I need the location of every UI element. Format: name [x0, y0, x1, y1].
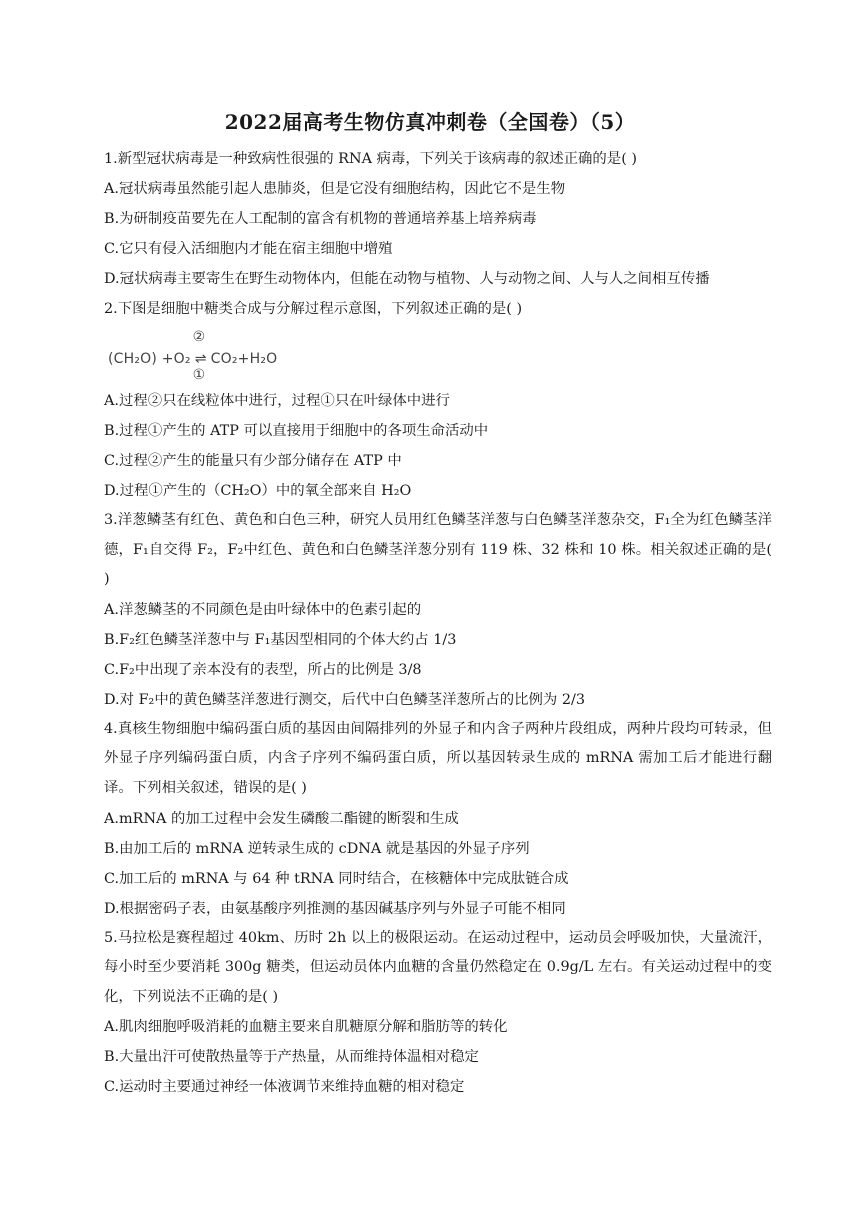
question-3-option-b: B.F₂红色鳞茎洋葱中与 F₁基因型相同的个体大约占 1/3	[104, 631, 457, 648]
question-1-option-a: A.冠状病毒虽然能引起人患肺炎，但是它没有细胞结构，因此它不是生物	[104, 181, 566, 197]
question-5-option-a: A.肌肉细胞呼吸消耗的血糖主要来自肌糖原分解和脂肪等的转化	[104, 1019, 508, 1036]
question-1-option-c: C.它只有侵入活细胞内才能在宿主细胞中增殖	[104, 241, 393, 257]
question-4-option-d: D.根据密码子表，由氨基酸序列推测的基因碱基序列与外显子可能不相同	[104, 900, 566, 917]
question-3-option-a: A.洋葱鳞茎的不同颜色是由叶绿体中的色素引起的	[104, 601, 422, 618]
question-4-stem: 4.真核生物细胞中编码蛋白质的基因由间隔排列的外显子和内含子两种片段组成，两种片段均可转录，但外显子序列编码蛋白质，内含子序列不编码蛋白质，所以基因转录生成的 mRNA 需加工后才能进行翻译。下列相关叙述，错误的是( )	[104, 720, 772, 796]
equation-reactants: (CH₂O) +O₂	[108, 351, 191, 367]
question-list	[104, 144, 772, 1102]
question-2-option-d: D.过程①产生的（CH₂O）中的氧全部来自 H₂O	[104, 483, 412, 499]
page-title: 2022届高考生物仿真冲刺卷（全国卷）（5）	[224, 110, 636, 134]
question-4-option-c: C.加工后的 mRNA 与 64 种 tRNA 同时结合，在核糖体中完成肽链合成	[104, 870, 569, 887]
question-5-stem: 5.马拉松是赛程超过 40km、历时 2h 以上的极限运动。在运动过程中，运动员会呼吸加快，大量流汗，每小时至少要消耗 300g 糖类，但运动员体内血糖的含量仍然稳定在 0.9g/L 左右。有关运动过程中的变化，下列说法不正确的是( )	[104, 929, 772, 1005]
question-4-option-a: A.mRNA 的加工过程中会发生磷酸二酯键的断裂和生成	[104, 810, 459, 827]
question-4-option-b: B.由加工后的 mRNA 逆转录生成的 cDNA 就是基因的外显子序列	[104, 840, 530, 857]
question-2-stem: 2.下图是细胞中糖类合成与分解过程示意图，下列叙述正确的是( )	[104, 301, 523, 317]
question-2-option-a: A.过程②只在线粒体中进行，过程①只在叶绿体中进行	[104, 393, 450, 409]
question-2-option-c: C.过程②产生的能量只有少部分储存在 ATP 中	[104, 453, 402, 469]
question-3-option-d: D.对 F₂中的黄色鳞茎洋葱进行测交，后代中白色鳞茎洋葱所占的比例为 2/3	[104, 691, 585, 708]
process-1-label: ①	[192, 367, 206, 383]
reaction-equation-figure	[104, 324, 772, 386]
question-3-option-c: C.F₂中出现了亲本没有的表型，所占的比例是 3/8	[104, 661, 422, 678]
question-1-option-b: B.为研制疫苗要先在人工配制的富含有机物的普通培养基上培养病毒	[104, 211, 537, 227]
process-2-label: ②	[192, 329, 206, 345]
reversible-arrow-icon: ② ⇌ ①	[191, 344, 211, 374]
equation-products: CO₂+H₂O	[210, 351, 278, 367]
question-2-option-b: B.过程①产生的 ATP 可以直接用于细胞中的各项生命活动中	[104, 423, 489, 439]
question-1-stem: 1.新型冠状病毒是一种致病性很强的 RNA 病毒，下列关于该病毒的叙述正确的是( )	[104, 151, 638, 167]
question-1-option-d: D.冠状病毒主要寄生在野生动物体内，但能在动物与植物、人与动物之间、人与人之间相互传播	[104, 271, 710, 287]
question-5-option-b: B.大量出汗可使散热量等于产热量，从而维持体温相对稳定	[104, 1049, 479, 1066]
question-3-stem: 3.洋葱鳞茎有红色、黄色和白色三种，研究人员用红色鳞茎洋葱与白色鳞茎洋葱杂交，F₁全为红色鳞茎洋德，F₁自交得 F₂，F₂中红色、黄色和白色鳞茎洋葱分别有 119 株、32 株和 10 株。相关叙述正确的是( )	[104, 512, 772, 588]
question-5-option-c: C.运动时主要通过神经一体液调节来维持血糖的相对稳定	[104, 1079, 465, 1096]
reaction-equation	[108, 329, 278, 383]
